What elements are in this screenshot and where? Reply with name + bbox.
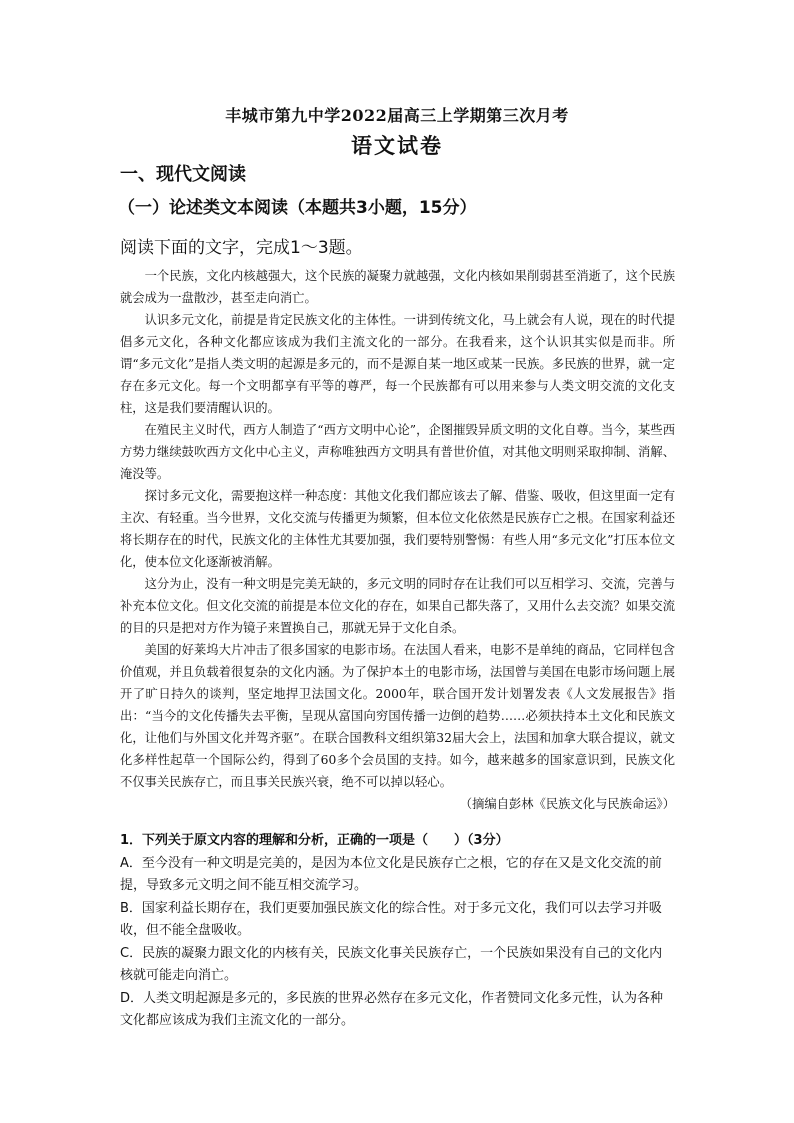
option-a: A．至今没有一种文明是完美的，是因为本位文化是民族存亡之根，它的存在又是文化交流的前提，导致多元文明之间不能互相交流学习。 <box>120 855 662 893</box>
passage-paragraph-6: 美国的好莱坞大片冲击了很多国家的电影市场。在法国人看来，电影不是单纯的商品，它同样包含价值观，并且负载着很复杂的文化内涵。为了保护本土的电影市场，法国曾与美国在电影市场问题上展开了旷日持久的谈判，坚定地捍卫法国文化。2000年，联合国开发计划署发表《人文发展报告》指出：“当今的文化传播失去平衡，呈现从富国向穷国传播一边倒的趋势……必须扶持本土文化和民族文化，让他们与外国文化并驾齐驱”。在联合国教科文组织第32届大会上，法国和加拿大联合提议，就文化多样性起草一个国际公约，得到了60多个会员国的支持。如今，越来越多的国家意识到，民族文化不仅事关民族存亡，而且事关民族兴衰，绝不可以掉以轻心。 <box>120 643 675 789</box>
passage-paragraph-5: 这分为止，没有一种文明是完美无缺的，多元文明的同时存在让我们可以互相学习、交流，完善与补充本位文化。但文化交流的前提是本位文化的存在，如果自己都失落了，又用什么去交流？如果交流的目的只是把对方作为镜子来置换自己，那就无异于文化自杀。 <box>120 577 675 635</box>
passage-source: （摘编自彭林《民族文化与民族命运》） <box>459 797 675 811</box>
reading-passage <box>120 265 675 815</box>
reading-instruction: 阅读下面的文字，完成1～3题。 <box>120 238 363 258</box>
option-c: C．民族的凝聚力跟文化的内核有关，民族文化事关民族存亡，一个民族如果没有自己的文化内核就可能走向消亡。 <box>120 945 663 983</box>
exam-title: 丰城市第九中学2022届高三上学期第三次月考 <box>225 106 569 125</box>
question-1 <box>120 830 675 1033</box>
question-stem: 1．下列关于原文内容的理解和分析，正确的一项是（ ）（3分） <box>120 833 509 848</box>
section-heading: 一、现代文阅读 <box>120 164 246 185</box>
section-subheading: （一）论述类文本阅读（本题共3小题，15分） <box>118 198 477 218</box>
option-b: B．国家利益长期存在，我们更要加强民族文化的综合性。对于多元文化，我们可以去学习并吸收，但不能全盘吸收。 <box>120 900 662 938</box>
passage-paragraph-4: 探讨多元文化，需要抱这样一种态度：其他文化我们都应该去了解、借鉴、吸收，但这里面一定有主次、有轻重。当今世界，文化交流与传播更为频繁，但本位文化依然是民族存亡之根。在国家利益还将长期存在的时代，民族文化的主体性尤其要加强，我们要特别警惕：有些人用“多元文化”打压本位文化，使本位文化逐渐被消解。 <box>120 489 675 569</box>
option-d: D．人类文明起源是多元的，多民族的世界必然存在多元文化，作者赞同文化多元性，认为各种文化都应该成为我们主流文化的一部分。 <box>120 990 664 1028</box>
passage-paragraph-2: 认识多元文化，前提是肯定民族文化的主体性。一讲到传统文化，马上就会有人说，现在的时代提倡多元文化，各种文化都应该成为我们主流文化的一部分。在我看来，这个认识其实似是而非。所谓“多元文化”是指人类文明的起源是多元的，而不是源自某一地区或某一民族。多民族的世界，就一定存在多元文化。每一个文明都享有平等的尊严，每一个民族都有可以用来参与人类文明交流的文化支柱，这是我们要清醒认识的。 <box>120 313 675 415</box>
subject-title: 语文试卷 <box>351 133 443 158</box>
passage-paragraph-3: 在殖民主义时代，西方人制造了“西方文明中心论”，企图摧毁异质文明的文化自尊。当今，某些西方势力继续鼓吹西方文化中心主义，声称唯独西方文明具有普世价值，对其他文明则采取抑制、消解、淹没等。 <box>120 423 675 481</box>
passage-paragraph-1: 一个民族，文化内核越强大，这个民族的凝聚力就越强，文化内核如果削弱甚至消逝了，这个民族就会成为一盘散沙，甚至走向消亡。 <box>120 269 675 305</box>
